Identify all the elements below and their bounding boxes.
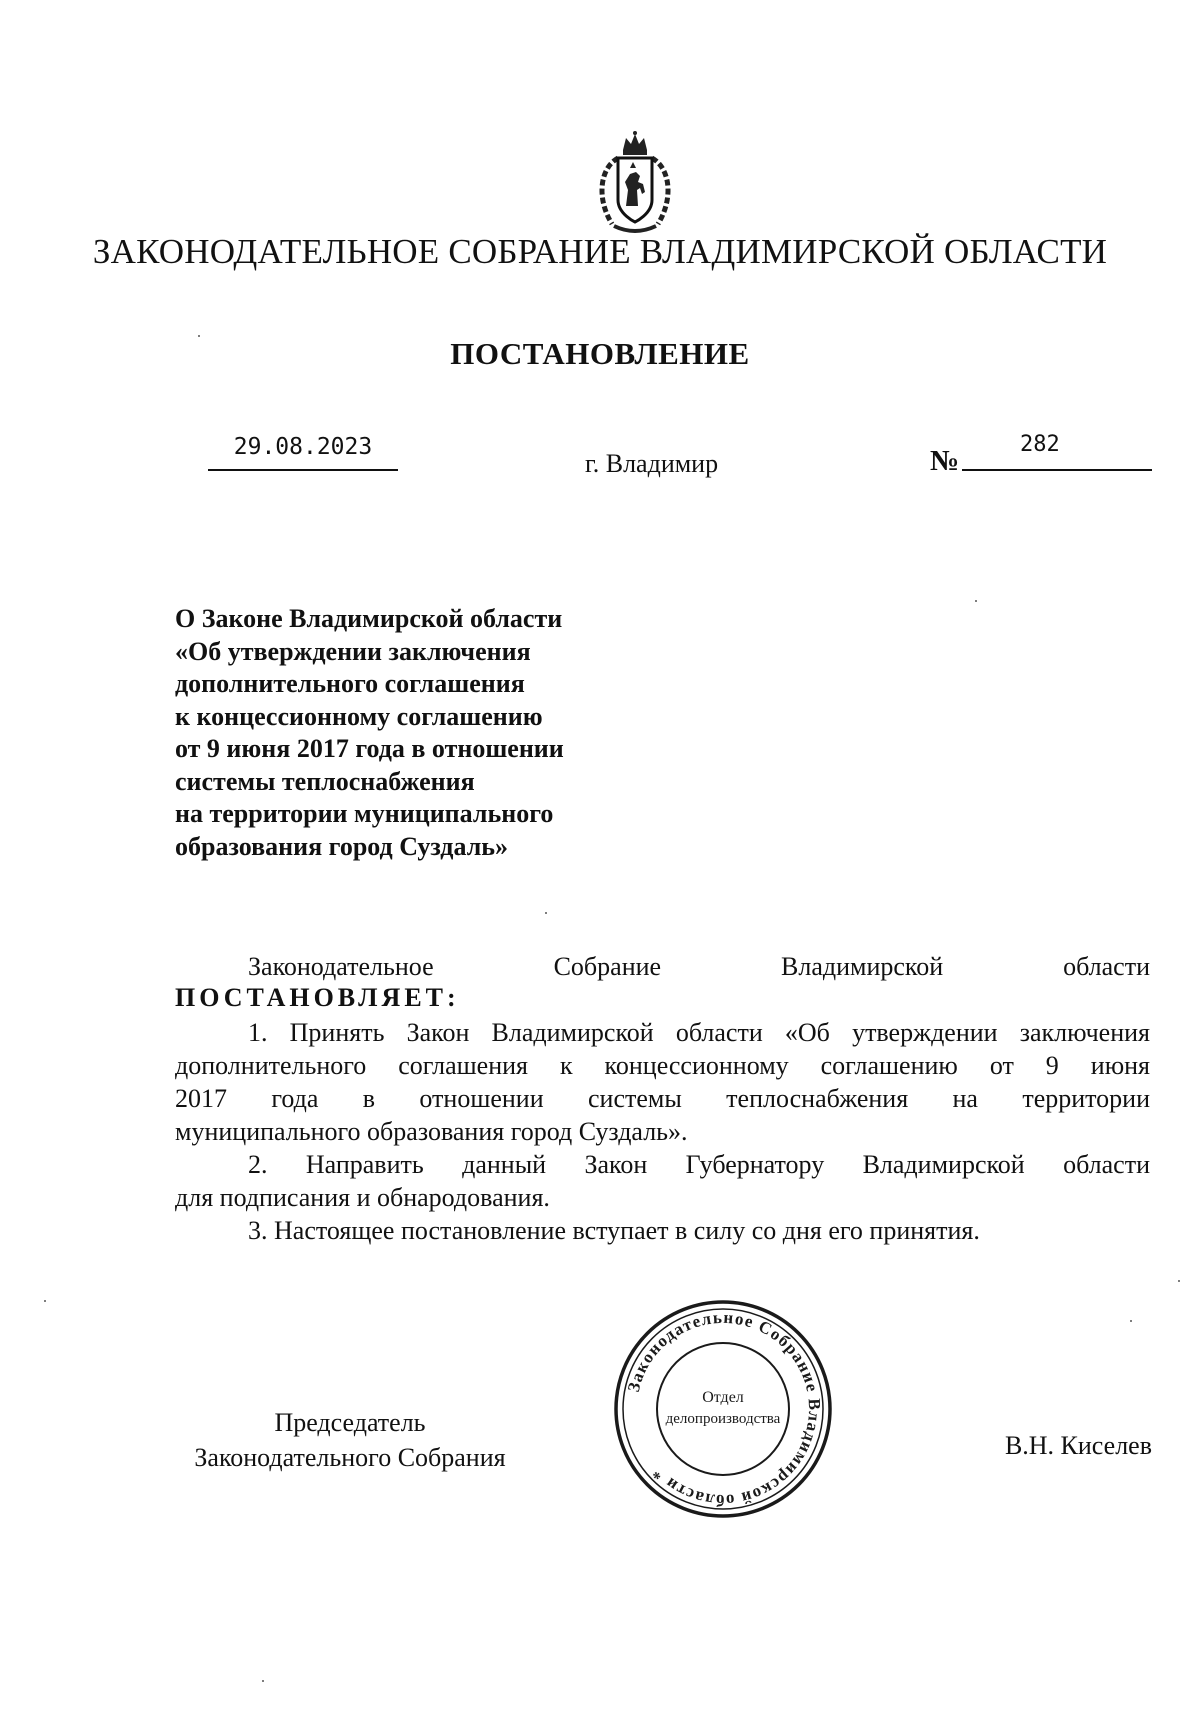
position-line: Председатель [274,1408,426,1437]
document-type-title: ПОСТАНОВЛЕНИЕ [450,336,750,371]
organization-title: ЗАКОНОДАТЕЛЬНОЕ СОБРАНИЕ ВЛАДИМИРСКОЙ ОБЛАСТИ [92,232,1108,271]
subject-line: дополнительного соглашения [175,669,525,698]
subject-line: образования город Суздаль» [175,831,509,861]
coat-of-arms-icon [590,128,680,238]
paragraph-1-line: 2017 года в отношении системы теплоснабжения на территории [175,1084,1150,1113]
stamp-center-line: делопроизводства [665,1411,781,1427]
scan-speck [545,912,547,914]
date-underline [208,469,398,471]
paragraph-1-line: муниципального образования город Суздаль». [175,1117,688,1146]
paragraph-1-line: дополнительного соглашения к концессионному соглашению от 9 июня [175,1051,1150,1080]
stamp-center-line: Отдел [702,1389,744,1406]
scan-speck [1178,1280,1180,1282]
official-stamp [612,1298,834,1520]
stamp-ring-text: Законодательное Собрание Владимирской области * [623,1307,825,1511]
number-underline [962,469,1152,471]
document-date: 29.08.2023 [233,434,373,460]
document-subject [175,603,564,863]
position-line: Законодательного Собрания [194,1443,506,1472]
subject-line: от 9 июня 2017 года в отношении [175,734,564,763]
subject-line: «Об утверждении заключения [175,636,531,666]
document-number: 282 [1020,432,1060,457]
resolves-heading: ПОСТАНОВЛЯЕТ: [175,983,460,1012]
scan-speck [1130,1320,1132,1322]
scan-speck [44,1300,46,1302]
paragraph-1-line: 1. Принять Закон Владимирской области «Об утверждении заключения [248,1018,1150,1047]
intro-line: Законодательное Собрание Владимирской области [248,952,1150,981]
signatory-position [180,1405,520,1475]
scan-speck [198,335,200,337]
scan-speck [975,600,977,602]
paragraph-2-line: 2. Направить данный Закон Губернатору Владимирской области [248,1150,1150,1179]
subject-line: к концессионному соглашению [175,701,543,731]
document-city: г. Владимир [585,449,719,478]
signatory-name: В.Н. Киселев [1004,1431,1152,1460]
number-sign: № [930,445,960,477]
subject-line: О Законе Владимирской области [175,604,563,633]
subject-line: на территории муниципального [175,799,554,828]
scan-speck [262,1680,264,1682]
paragraph-3: 3. Настоящее постановление вступает в силу со дня его принятия. [248,1216,980,1245]
subject-line: системы теплоснабжения [175,766,475,796]
paragraph-2-line: для подписания и обнародования. [175,1183,550,1212]
